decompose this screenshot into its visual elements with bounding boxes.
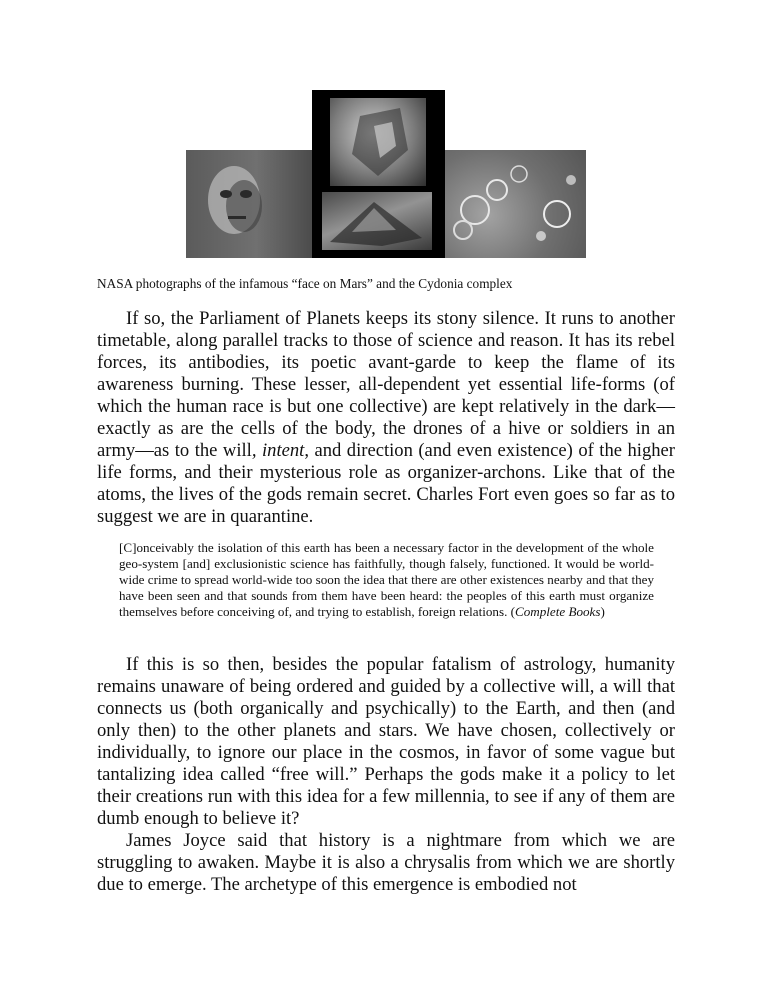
block-quote-close: ) [600,604,605,619]
paragraph-1-italic: intent [261,440,305,461]
block-quote [119,540,654,620]
block-quote-source: Complete Books [514,604,601,619]
paragraph-3: James Joyce said that history is a nightmare from which we are struggling to awaken. Maybe it is also a chrysalis from which we are shortly due to emerge. The archetype of this emergence is embodied not [97,830,675,895]
cydonia-mesa-photo-top [330,98,426,186]
block-quote-text: [C]onceivably the isolation of this earth has been a necessary factor in the development of the whole geo-system [and] exclusionistic science has faithfully, though falsely, functioned. It would be world-wide crime to spread world-wide too soon the idea that there are other existences nearby and that they have been seen and that sounds from them have been heard: the peoples of this earth must organize themselves before conceiving of, and trying to establish, foreign relations. ( [119,540,654,619]
paragraph-1 [97,308,675,528]
paragraph-1-comma: , [251,440,257,461]
paragraph-1-text-a: If so, the Parliament of Planets keeps its stony silence. It runs to another timetable, along parallel tracks to those of science and reason. It has its rebel forces, its antibodies, its poetic avant-garde to keep the flame of its awareness burning. These lesser, all-dependent yet essential life-forms (of which the human race is but one collective) are kept relatively in the dark—exactly as are the cells of the body, the drones of a hive or soldiers in an army—as to the will [97,308,675,461]
paragraph-2: If this is so then, besides the popular fatalism of astrology, humanity remains unaware of being ordered and guided by a collective will, a will that connects us (both organically and psychically) to the Earth, and then (and only then) to the other planets and stars. We have chosen, collectively or individually, to ignore our place in the cosmos, in favor of some vague but tantalizing idea called “free will.” Perhaps the gods make it a policy to let their creations run with this idea for a few millennia, to see if any of them are dumb enough to believe it? [97,654,675,829]
figure-caption: NASA photographs of the infamous “face on Mars” and the Cydonia complex [97,276,513,291]
paragraph-1-text-b: , and direction (and even existence) of the higher life forms, and their mysterious role as organizer-archons. Like that of the atoms, the lives of the gods remain secret. Charles Fort even goes so far as to suggest we are in quarantine. [97,440,675,527]
face-on-mars-photo [186,150,314,258]
cydonia-pyramid-photo [322,192,432,250]
cydonia-craters-photo [445,150,586,258]
mars-photo-collage [186,90,586,258]
